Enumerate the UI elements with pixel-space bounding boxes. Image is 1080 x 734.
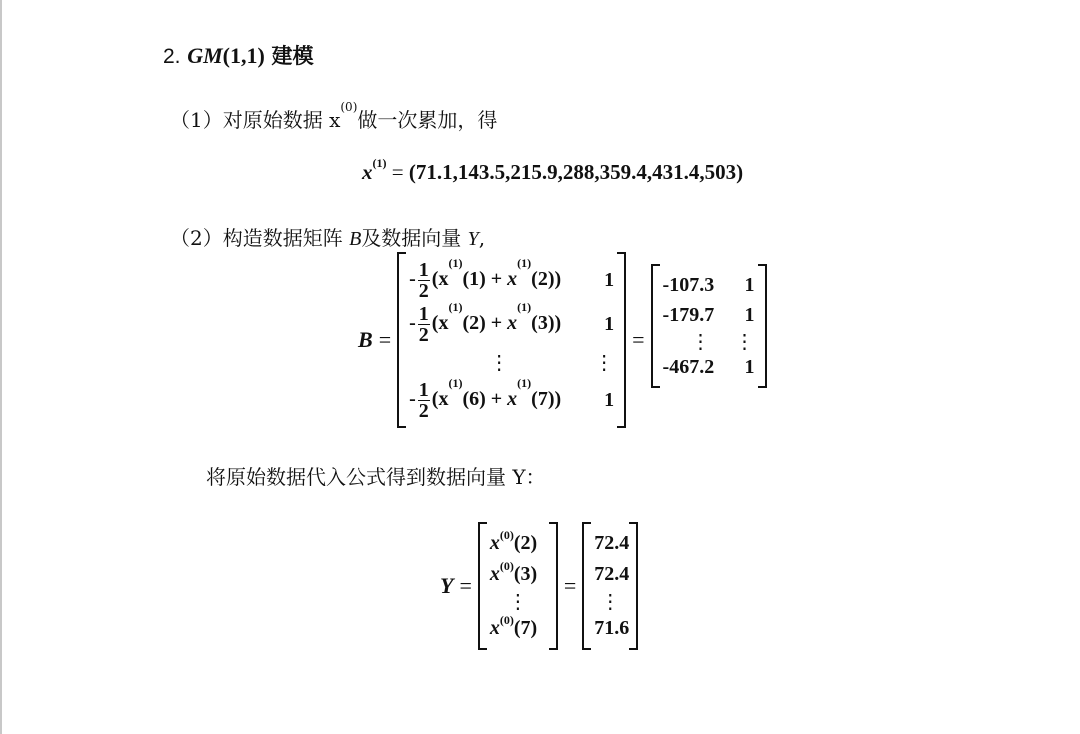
- vector-y-row-dots: ⋮: [507, 591, 528, 613]
- vector-y-row-2: $x^{(0)}(3)$: [489, 559, 538, 585]
- accumulated-sequence-formula: [362, 156, 744, 185]
- x1-values: (71.1,143.5,215.9,288,359.4,431.4,503): [408, 160, 744, 184]
- matrix-b-result-row-dots: ⋮ ⋮: [690, 330, 755, 353]
- step1-label: （1）对原始数据 x: [170, 108, 341, 132]
- vector-y-equation: [440, 522, 638, 650]
- heading-suffix: 建模: [271, 43, 314, 68]
- model-name: GM: [187, 43, 223, 68]
- matrix-b-eq: =: [378, 327, 392, 352]
- x1-sup: (1): [372, 156, 387, 170]
- vector-y-result-1: 72.4: [594, 532, 630, 554]
- vector-y-result-2: 72.4: [594, 563, 630, 585]
- step2-var-y: Y: [467, 228, 479, 250]
- step1-rest: 做一次累加，得: [357, 108, 498, 132]
- matrix-b-result-row-2: -179.7 1: [662, 303, 755, 326]
- vector-y-eq-2: =: [563, 573, 577, 598]
- vector-y-result: [582, 522, 638, 650]
- step3-text: 将原始数据代入公式得到数据向量 Y：: [206, 465, 546, 489]
- matrix-b-row-dots: ⋮ ⋮: [489, 351, 615, 374]
- step2-label-c: ,: [478, 226, 486, 250]
- step2-label-b: 及数据向量: [361, 226, 468, 250]
- model-arg: (1,1): [222, 43, 265, 68]
- vector-y-eq: =: [459, 573, 472, 598]
- step1-sup: (0): [340, 100, 358, 114]
- vector-y-result-dots: ⋮: [600, 591, 621, 613]
- step2-text: [170, 222, 485, 251]
- matrix-b-eq-2: =: [632, 327, 645, 352]
- matrix-b-row-n: - $\frac{1}{2}$ $(x^{(1)}(6) + x^{(1)}(7))$ 1: [409, 375, 615, 422]
- x1-eq: =: [391, 160, 404, 184]
- matrix-b-name: B: [358, 327, 373, 352]
- page-left-border: [0, 0, 2, 734]
- vector-y-left: [478, 522, 558, 650]
- step2-label-a: （2）构造数据矩阵: [170, 226, 350, 250]
- matrix-b-result: [651, 264, 767, 388]
- matrix-b-result-row-1: -107.3 1: [662, 273, 755, 296]
- x1-var: x: [362, 160, 373, 184]
- matrix-b-left: [397, 252, 626, 428]
- vector-y-name: Y: [440, 573, 454, 598]
- step2-var-b: B: [349, 228, 362, 250]
- vector-y-row-n: $x^{(0)}(7)$: [489, 613, 538, 639]
- matrix-b-row-1: - $\frac{1}{2}$ $(x^{(1)}(1) + x^{(1)}(2))$ 1: [409, 255, 615, 302]
- vector-y-row-1: $x^{(0)}(2)$: [489, 528, 538, 554]
- matrix-b-equation: [358, 252, 767, 428]
- matrix-b-result-row-n: -467.2 1: [662, 355, 755, 378]
- matrix-b-row-2: - $\frac{1}{2}$ $(x^{(1)}(2) + x^{(1)}(3))$ 1: [409, 299, 615, 346]
- step1-text: [170, 100, 498, 133]
- section-number: 2.: [163, 45, 181, 68]
- section-heading: [163, 40, 314, 70]
- vector-y-result-n: 71.6: [594, 617, 630, 639]
